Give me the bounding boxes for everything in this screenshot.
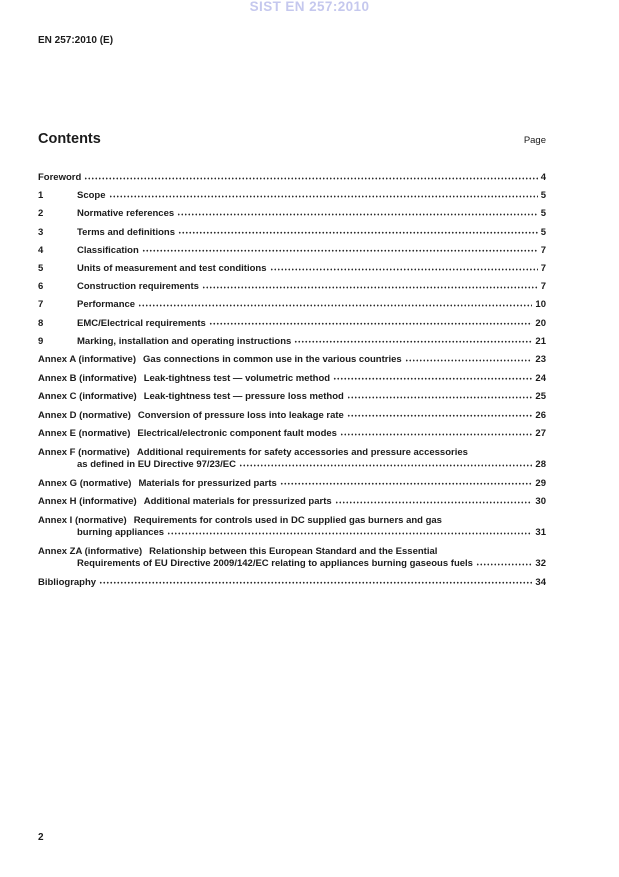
- toc-entry-number: 8: [38, 317, 44, 329]
- toc-entry-line2: [38, 459, 546, 472]
- annex-label: Annex A (informative): [38, 354, 137, 366]
- dot-leader: [405, 359, 533, 362]
- toc-entry-performance[interactable]: [38, 299, 546, 312]
- dot-leader: [202, 286, 538, 289]
- dot-leader: [340, 433, 532, 436]
- toc-entry-title: EMC/Electrical requirements: [77, 317, 206, 329]
- toc-entry-page: 24: [535, 372, 546, 384]
- toc-entry-title-continued: as defined in EU Directive 97/23/EC: [77, 459, 236, 471]
- footer-page-number: 2: [38, 832, 44, 843]
- toc-entry-page: 30: [535, 496, 546, 508]
- dot-leader: [270, 268, 538, 271]
- toc-entry-bibliography[interactable]: [38, 577, 546, 590]
- toc-entry-page: 7: [540, 244, 546, 256]
- toc-entry-page: 23: [535, 354, 546, 366]
- toc-entry-page: 7: [540, 281, 546, 293]
- toc-entry-annex-h[interactable]: [38, 496, 546, 509]
- toc-entry-construction-requirements[interactable]: [38, 281, 546, 294]
- toc-entry-foreword[interactable]: [38, 172, 546, 185]
- toc-entry-title: Additional materials for pressurized parts: [143, 496, 332, 508]
- dot-leader: [84, 177, 537, 180]
- toc-entry-title: Normative references: [77, 208, 175, 220]
- dot-leader: [177, 213, 538, 216]
- toc-entry-number: 7: [38, 299, 44, 311]
- toc-entry-line2: [38, 558, 546, 571]
- dot-leader: [178, 231, 538, 234]
- dot-leader: [109, 195, 538, 198]
- dot-leader: [294, 340, 532, 343]
- toc-entry-page: 5: [540, 190, 546, 202]
- toc-entry-page: 5: [540, 208, 546, 220]
- dot-leader: [138, 304, 532, 307]
- toc-entry-annex-g[interactable]: [38, 478, 546, 491]
- toc-entry-title: Marking, installation and operating instructions: [77, 335, 292, 347]
- toc-entry-annex-a[interactable]: [38, 354, 546, 367]
- toc-entry-page: 25: [535, 391, 546, 403]
- toc-entry-page: 28: [535, 459, 546, 471]
- document-reference: EN 257:2010 (E): [38, 35, 114, 46]
- toc-entry-page: 5: [540, 226, 546, 238]
- toc-entry-number: 5: [38, 262, 44, 274]
- toc-entry-page: 31: [535, 527, 546, 539]
- toc-entry-line1: [38, 447, 546, 460]
- toc-entry-page: 26: [535, 409, 546, 421]
- toc-entry-annex-b[interactable]: [38, 373, 546, 386]
- dot-leader: [99, 581, 532, 584]
- dot-leader: [142, 249, 538, 252]
- toc-entry-annex-d[interactable]: [38, 410, 546, 423]
- annex-label: Annex B (informative): [38, 372, 137, 384]
- dot-leader: [335, 501, 533, 504]
- toc-entry-title: Leak-tightness test — pressure loss method: [143, 391, 344, 403]
- toc-entry-page: 32: [535, 558, 546, 570]
- toc-entry-number: 4: [38, 244, 44, 256]
- toc-entry-page: 29: [535, 477, 546, 489]
- toc-entry-title: Units of measurement and test conditions: [77, 262, 267, 274]
- toc-entry-title: Foreword: [38, 172, 82, 183]
- dot-leader: [333, 377, 532, 380]
- annex-label: Annex I (normative): [38, 514, 127, 526]
- toc-entry-number: 9: [38, 335, 44, 347]
- toc-entry-page: 34: [535, 576, 546, 588]
- toc-entry-title-continued: burning appliances: [77, 527, 165, 539]
- dot-leader: [209, 322, 533, 325]
- dot-leader: [167, 532, 532, 535]
- toc-entry-number: 2: [38, 208, 44, 220]
- toc-entry-line2: [38, 527, 546, 540]
- dot-leader: [476, 563, 532, 566]
- contents-heading: Contents: [38, 131, 101, 147]
- contents-header: [38, 131, 546, 147]
- toc-entry-units-measurement[interactable]: [38, 263, 546, 276]
- toc-entry-title-continued: Requirements of EU Directive 2009/142/EC relating to appliances burning gaseous fuels: [77, 558, 473, 570]
- toc-entry-page: 4: [540, 172, 546, 183]
- dot-leader: [239, 464, 532, 467]
- toc-entry-number: 1: [38, 190, 44, 202]
- toc-entry-page: 21: [535, 335, 546, 347]
- annex-label: Annex D (normative): [38, 409, 131, 421]
- toc-entry-title: Construction requirements: [77, 281, 199, 293]
- toc-entry-page: 7: [540, 262, 546, 274]
- toc-entry-normative-references[interactable]: [38, 208, 546, 221]
- toc-entry-title: Gas connections in common use in the various countries: [143, 354, 402, 366]
- toc-entry-emc-electrical[interactable]: [38, 318, 546, 331]
- toc-entry-line1: [38, 546, 546, 559]
- toc-entry-title: Terms and definitions: [77, 226, 176, 238]
- sist-watermark: SIST EN 257:2010: [249, 0, 370, 14]
- toc-entry-number: 6: [38, 281, 44, 293]
- toc-entry-title: Conversion of pressure loss into leakage rate: [137, 409, 344, 421]
- toc-entry-title: Scope: [77, 190, 106, 202]
- dot-leader: [280, 482, 533, 485]
- toc-entry-title: Additional requirements for safety accessories and pressure accessories: [136, 446, 468, 458]
- dot-leader: [347, 396, 533, 399]
- toc-entry-annex-f[interactable]: [38, 447, 546, 472]
- toc-entry-line1: [38, 515, 546, 528]
- toc-entry-title: Classification: [77, 244, 139, 256]
- toc-entry-annex-i[interactable]: [38, 515, 546, 540]
- toc-entry-title: Bibliography: [38, 576, 97, 588]
- toc-entry-page: 27: [535, 428, 546, 440]
- dot-leader: [347, 414, 533, 417]
- toc-entry-terms-definitions[interactable]: [38, 227, 546, 240]
- toc-entry-annex-e[interactable]: [38, 428, 546, 441]
- annex-label: Annex H (informative): [38, 496, 137, 508]
- toc-entry-page: 20: [535, 317, 546, 329]
- annex-label: Annex E (normative): [38, 428, 131, 440]
- toc-entry-scope[interactable]: [38, 190, 546, 203]
- toc-entry-title: Leak-tightness test — volumetric method: [143, 372, 331, 384]
- toc-entry-annex-za[interactable]: [38, 546, 546, 571]
- toc-entry-title: Performance: [77, 299, 136, 311]
- toc-entry-marking-installation[interactable]: [38, 336, 546, 349]
- toc-entry-title: Requirements for controls used in DC supplied gas burners and gas: [133, 514, 442, 526]
- table-of-contents: [38, 172, 546, 589]
- toc-entry-title: Relationship between this European Standard and the Essential: [149, 545, 438, 557]
- toc-entry-annex-c[interactable]: [38, 391, 546, 404]
- annex-label: Annex ZA (informative): [38, 545, 143, 557]
- toc-entry-number: 3: [38, 226, 44, 238]
- annex-label: Annex G (normative): [38, 477, 132, 489]
- toc-entry-title: Materials for pressurized parts: [138, 477, 277, 489]
- annex-label: Annex F (normative): [38, 446, 130, 458]
- toc-entry-page: 10: [535, 299, 546, 311]
- toc-entry-title: Electrical/electronic component fault modes: [137, 428, 337, 440]
- annex-label: Annex C (informative): [38, 391, 137, 403]
- page-column-label: Page: [523, 135, 546, 146]
- toc-entry-classification[interactable]: [38, 245, 546, 258]
